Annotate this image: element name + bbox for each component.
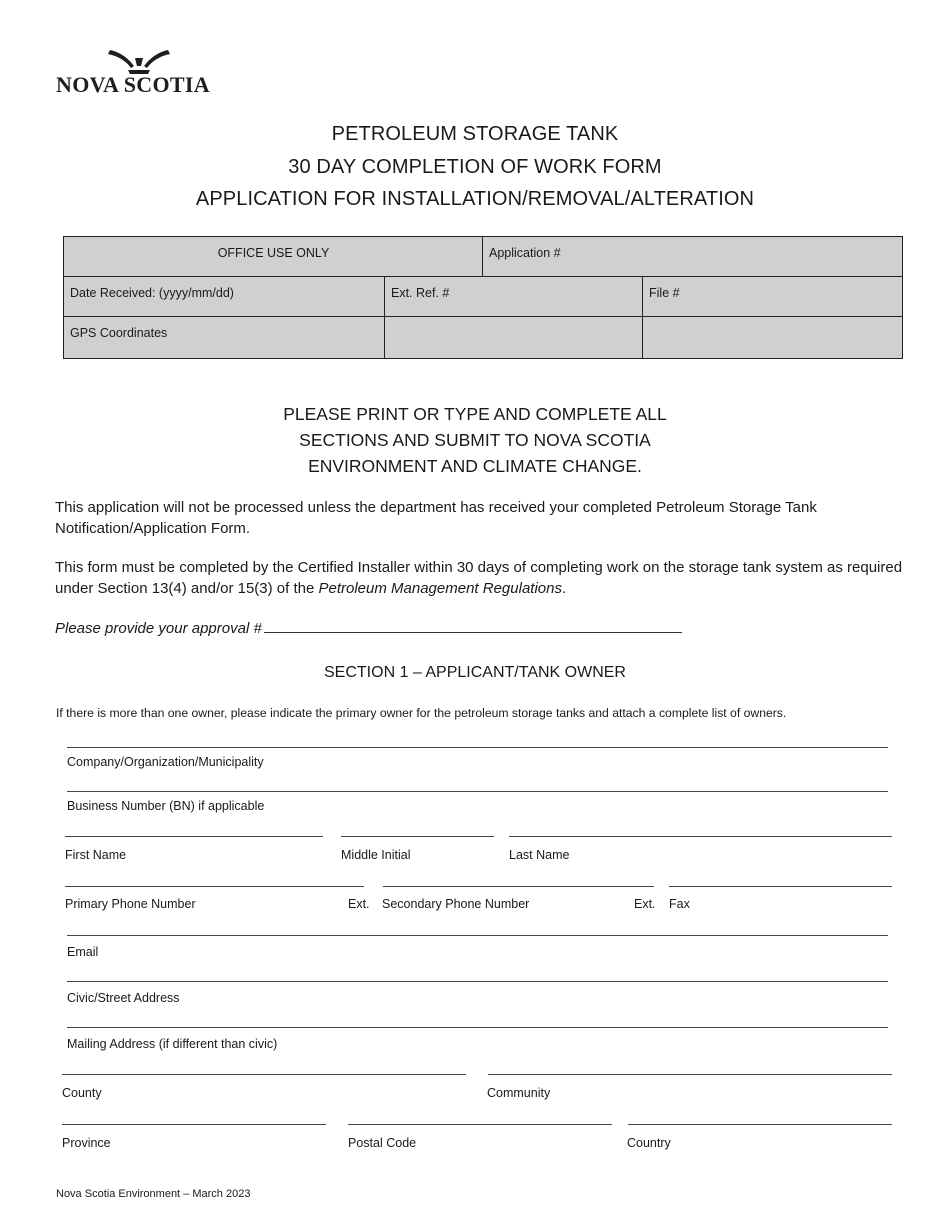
completion-requirement bbox=[55, 557, 905, 599]
gps-coordinates-label: GPS Coordinates bbox=[63, 316, 386, 359]
county-label: County bbox=[62, 1086, 102, 1100]
email-input[interactable] bbox=[67, 935, 888, 936]
business-number-input[interactable] bbox=[67, 791, 888, 792]
logo-text: NOVA SCOTIA bbox=[56, 72, 210, 97]
mailing-address-input[interactable] bbox=[67, 1027, 888, 1028]
approval-number-input[interactable] bbox=[264, 617, 682, 633]
first-name-input[interactable] bbox=[65, 836, 323, 837]
form-title-line-1: PETROLEUM STORAGE TANK bbox=[331, 123, 619, 145]
instruction-line-2: SECTIONS AND SUBMIT TO NOVA SCOTIA bbox=[299, 430, 651, 450]
postal-code-label: Postal Code bbox=[348, 1136, 417, 1150]
nova-scotia-logo bbox=[56, 48, 226, 98]
form-title-line-2: 30 DAY COMPLETION OF WORK FORM bbox=[288, 156, 662, 178]
country-label: Country bbox=[627, 1136, 671, 1150]
regulations-title: Petroleum Management Regulations bbox=[318, 580, 562, 597]
primary-ext-label: Ext. bbox=[348, 897, 370, 911]
middle-initial-input[interactable] bbox=[341, 836, 494, 837]
requirement-text: This form must be completed by the Certified Installer within 30 days of completing work on the storage tank system as required under Section 13(4) and/or 15(3) of the bbox=[55, 559, 903, 597]
community-label: Community bbox=[487, 1086, 551, 1100]
office-use-table bbox=[63, 236, 903, 359]
business-number-label: Business Number (BN) if applicable bbox=[67, 799, 265, 813]
multiple-owners-note: If there is more than one owner, please indicate the primary owner for the petroleum storage tanks and attach a complete list of owners. bbox=[56, 706, 787, 720]
ext-ref-field[interactable]: Ext. Ref. # bbox=[384, 276, 644, 318]
community-input[interactable] bbox=[488, 1074, 892, 1075]
county-input[interactable] bbox=[62, 1074, 466, 1075]
middle-initial-label: Middle Initial bbox=[341, 848, 411, 862]
first-name-label: First Name bbox=[65, 848, 127, 862]
footer: Nova Scotia Environment – March 2023 bbox=[56, 1188, 251, 1200]
last-name-label: Last Name bbox=[509, 848, 570, 862]
secondary-ext-label: Ext. bbox=[634, 897, 656, 911]
office-use-header: OFFICE USE ONLY bbox=[63, 236, 484, 278]
file-number-field[interactable]: File # bbox=[642, 276, 903, 318]
secondary-phone-input[interactable] bbox=[383, 886, 654, 887]
instructions bbox=[0, 401, 950, 479]
primary-phone-input[interactable] bbox=[65, 886, 364, 887]
postal-code-input[interactable] bbox=[348, 1124, 612, 1125]
approval-label: Please provide your approval # bbox=[55, 620, 262, 637]
primary-phone-label: Primary Phone Number bbox=[65, 897, 196, 911]
country-input[interactable] bbox=[628, 1124, 892, 1125]
last-name-input[interactable] bbox=[509, 836, 892, 837]
instruction-line-3: ENVIRONMENT AND CLIMATE CHANGE. bbox=[308, 456, 642, 476]
instruction-line-1: PLEASE PRINT OR TYPE AND COMPLETE ALL bbox=[283, 404, 667, 424]
company-input[interactable] bbox=[67, 747, 888, 748]
application-number-field[interactable]: Application # bbox=[482, 236, 903, 278]
province-input[interactable] bbox=[62, 1124, 326, 1125]
approval-number-row bbox=[55, 617, 905, 639]
gps-coordinates-field-2[interactable] bbox=[642, 316, 903, 359]
form-title-line-3: APPLICATION FOR INSTALLATION/REMOVAL/ALTERATION bbox=[195, 188, 755, 210]
fax-label: Fax bbox=[669, 897, 690, 911]
section-1-title: SECTION 1 – APPLICANT/TANK OWNER bbox=[324, 664, 626, 681]
gps-coordinates-field-1[interactable] bbox=[384, 316, 644, 359]
company-label: Company/Organization/Municipality bbox=[67, 755, 264, 769]
province-label: Province bbox=[62, 1136, 111, 1150]
civic-address-label: Civic/Street Address bbox=[67, 991, 180, 1005]
date-received-field[interactable]: Date Received: (yyyy/mm/dd) bbox=[63, 276, 386, 318]
mailing-address-label: Mailing Address (if different than civic) bbox=[67, 1037, 278, 1051]
civic-address-input[interactable] bbox=[67, 981, 888, 982]
email-label: Email bbox=[67, 945, 99, 959]
secondary-phone-label: Secondary Phone Number bbox=[382, 897, 530, 911]
fax-input[interactable] bbox=[669, 886, 892, 887]
processing-notice: This application will not be processed unless the department has received your completed Petroleum Storage Tank Notification/Application Form. bbox=[55, 499, 817, 537]
requirement-end: . bbox=[561, 580, 567, 597]
